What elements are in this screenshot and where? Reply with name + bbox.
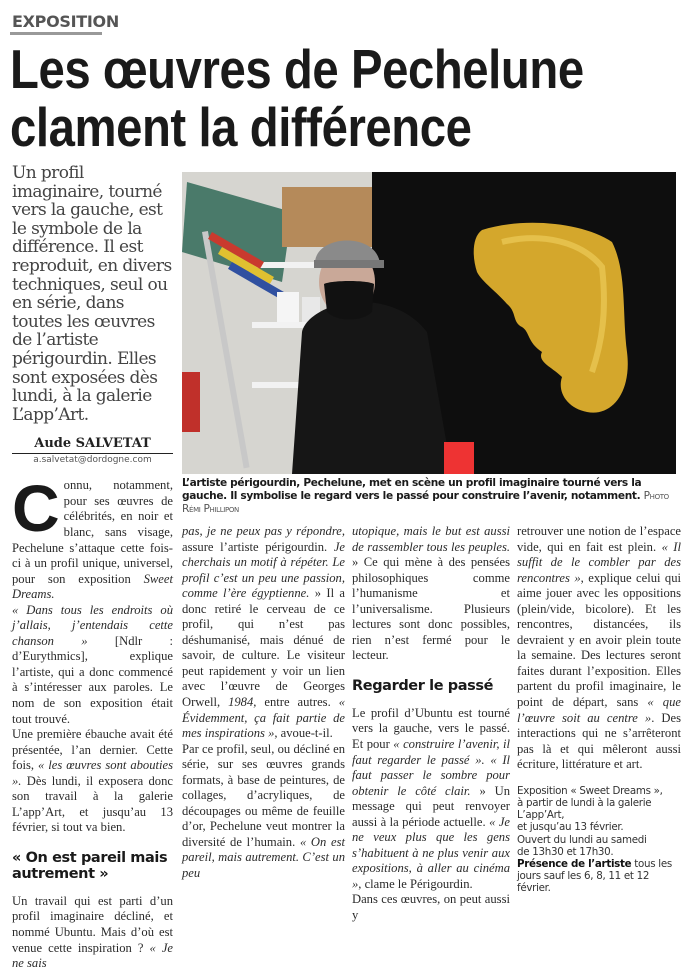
caption-text: L’artiste périgourdin, Pechelune, met en scène un profil imaginaire tourné vers la gauche. Il symbolise le regard vers le passé pour construire l’avenir, notamment. — [182, 477, 642, 502]
body-paragraph — [12, 471, 173, 602]
info-line: Exposition « Sweet Dreams », — [517, 784, 663, 797]
info-line: à partir de lundi à la galerie L’app’Art, — [517, 796, 652, 822]
info-line: Ouvert du lundi au samedi — [517, 833, 647, 846]
quote-text: « Évidemment, ça fait partie de mes inspirations » — [182, 695, 345, 741]
quote-text: « construire l’avenir, il faut regarder le passé ». — [352, 737, 510, 767]
quote-text: Je cherchais un motif à répéter. Le profil c’est un peu une passion, comme l’ère égyptienne. — [182, 539, 345, 601]
body-text: [Ndlr : d’Eurythmics], explique l’artiste, qui a donc commencé à s’intéresser aux paroles. Le nom de son exposition était tout trouvé. — [12, 633, 174, 726]
body-text: . Des interactions qui ne s’arrêteront pas là et qui mêleront aussi écriture, littérature et art. — [517, 710, 681, 772]
info-line — [517, 858, 681, 895]
quote-text: « Je ne veux plus que les gens s’habituent à ne plus venir aux expositions, à aller au cinéma » — [352, 814, 511, 891]
author-divider — [12, 453, 173, 454]
body-text: retrouver une notion de l’espace vide, qui en fait est plein. — [517, 524, 681, 554]
quote-text: « Il faut passer le sombre pour obtenir le côté clair. — [352, 752, 511, 798]
body-paragraph — [352, 524, 510, 664]
article-photo — [182, 172, 676, 474]
info-bold-label: Présence de l’artiste — [517, 857, 632, 870]
photo-artist-with-gold-profile — [182, 172, 676, 474]
body-paragraph — [12, 894, 173, 972]
body-column-1 — [12, 471, 174, 971]
headline — [10, 40, 681, 156]
body-paragraph — [352, 706, 510, 893]
body-text: Un travail qui est parti d’un profil imaginaire décliné, et nommé Ubuntu. Mais d’où est venue cette inspiration ? — [12, 893, 173, 955]
body-column-4-wrap — [517, 524, 681, 895]
section-underline — [10, 32, 102, 35]
subheading: « On est pareil mais autrement » — [12, 849, 168, 882]
photo-caption — [182, 477, 682, 516]
body-column-3 — [352, 524, 510, 924]
section-label: EXPOSITION — [12, 12, 119, 31]
body-text: onnu, notamment, pour ses œuvres de célébrités, en noir et blanc, sans visage, Pechelune s’attaque cette fois-ci à un profil unique, universel, pour son exposition — [12, 478, 173, 586]
right-area — [182, 172, 682, 924]
body-column-2 — [182, 524, 345, 882]
body-text: Le profil d’Ubuntu est tourné vers la gauche, vers le passé. Et pour — [352, 705, 510, 752]
body-text: Une première ébauche avait été présentée, l’an dernier. Cette fois, — [12, 727, 173, 773]
body-text: » Un message qui peut renvoyer aussi à la période actuelle. — [352, 783, 510, 829]
quote-text: pas, je ne peux pas y répondre, — [182, 524, 345, 538]
body-text: » Il a donc retiré le cerveau de ce profil, qui n’est pas déshumanisé, mais dénué de savoir, de culture. Le visiteur peut rapidement y voir un lien avec l’œuvre de Georges Orwell, — [182, 586, 345, 710]
author-email[interactable]: a.salvetat@dordogne.com — [33, 455, 152, 466]
quote-text: « que l’œuvre soit au centre » — [517, 695, 681, 725]
info-line-text: tous les jours sauf les 6, 8, 11 et 12 février. — [517, 857, 672, 895]
subheading: Regarder le passé — [352, 677, 494, 694]
body-text: Par ce profil, seul, ou décliné en série, sur ses œuvres grands formats, à base de peintures, de collages, d’acryliques, de découpages ou même de feuille d’or, Pechelune veut montrer la diversité de l’humain. — [182, 741, 345, 849]
quote-text: « Il suffit de le combler par des rencontres » — [517, 539, 681, 585]
body-text: , clame le Périgourdin. — [358, 876, 473, 891]
headline-line-1: Les œuvres de Pechelune — [10, 38, 584, 100]
body-text: » Ce qui mène à des pensées philosophiques comme l’humanisme et l’universalisme. Plusieurs lectures sont donc possibles, rien n’est fermé pour le lecteur. — [352, 555, 510, 663]
quote-text: Sweet Dreams. — [12, 571, 173, 602]
quote-text: 1984, — [228, 695, 257, 710]
body-paragraph — [352, 892, 510, 923]
body-text: , avoue-t-il. — [274, 726, 333, 741]
body-text: entre autres. — [256, 695, 339, 710]
info-line: de 13h30 et 17h30. — [517, 845, 614, 858]
body-paragraph — [517, 524, 681, 773]
photo-credit: Photo Rémi Phillipon — [182, 490, 669, 515]
quote-text: « Dans tous les endroits où j’allais, j’entendais cette chanson » — [12, 602, 173, 648]
quote-text: « les œuvres sont abouties ». — [12, 758, 173, 788]
body-text: Dès lundi, il exposera donc son travail à la galerie L’app’Art, et jusqu’au 13 février, si tout va bien. — [12, 773, 173, 835]
author-name: Aude SALVETAT — [34, 436, 151, 452]
quote-text: « Je ne sais — [12, 940, 174, 971]
body-paragraph — [182, 524, 345, 742]
info-line: et jusqu’au 13 février. — [517, 821, 624, 834]
body-column-4 — [517, 524, 681, 773]
left-column — [12, 164, 173, 972]
body-text: Dans ces œuvres, on peut aussi y — [352, 892, 510, 923]
body-columns — [182, 524, 682, 924]
body-paragraph — [182, 742, 345, 882]
lead-paragraph: Un profil imaginaire, tourné vers la gauche, est le symbole de la différence. Il est reproduit, en divers techniques, seul ou en série, dans toutes les œuvres de l’artiste périgourdin. Elles sont exposées dès lundi, à la galerie L’app’Art. — [12, 163, 172, 425]
body-paragraph — [12, 603, 173, 727]
practical-info-box — [517, 785, 681, 895]
body-paragraph — [12, 727, 173, 836]
body-text: assure l’artiste périgourdin. — [182, 539, 334, 554]
quote-text: « On est pareil, mais autrement. C’est un peu — [182, 834, 345, 881]
body-text: , explique celui qui aime jouer avec les oppositions (plein/vide, bicolore). Et les rencontres, distancées, ils devraient y en avoir plein toute la semaine. Des lectures seront faites durant l’exposition. Elles partent du profil imaginaire, le point de départ, sans — [517, 570, 682, 710]
headline-line-2: clament la différence — [10, 96, 472, 158]
drop-cap: C — [12, 471, 60, 546]
quote-text: utopique, mais le but est aussi de rassembler tous les peuples. — [352, 524, 510, 554]
